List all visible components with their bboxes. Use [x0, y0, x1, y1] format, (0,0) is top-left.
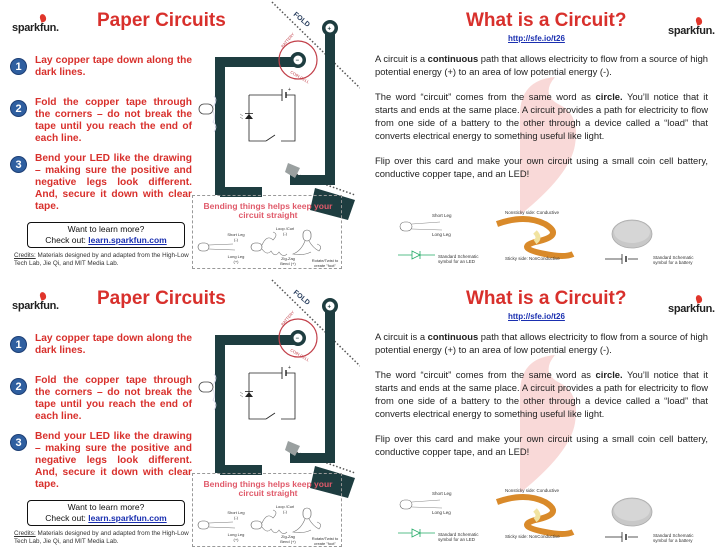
logo-text: sparkfun. [12, 22, 59, 34]
long-leg-label: Long Leg (+) [227, 532, 245, 542]
logo-text: sparkfun. [668, 303, 715, 315]
battery-schematic-caption: Standard Schematic symbol for a battery [653, 255, 694, 265]
step-3 [10, 153, 192, 213]
rotate-twist-label: Rotate/Twist to create "foot" [311, 258, 339, 268]
paragraph [375, 155, 708, 181]
coin-cell-label: COIN CELL [289, 69, 311, 85]
step-number-badge: 3 [10, 434, 27, 451]
circuit-explanation [375, 53, 708, 194]
plus-sign: + [327, 304, 332, 311]
sparkfun-logo [668, 25, 715, 37]
learn-sparkfun-link[interactable]: learn.sparkfun.com [88, 235, 167, 245]
step-text: Bend your LED like the drawing – making sure the positive and negative legs look different. And, secure it down with clear tape. [35, 153, 192, 212]
step-number-badge: 2 [10, 100, 27, 117]
explanation-panel [360, 0, 720, 278]
step-number-badge: 1 [10, 336, 27, 353]
bending-tips-box [192, 473, 342, 547]
battery-schematic-caption: Standard Schematic symbol for a battery [653, 533, 694, 543]
credits-text: Materials designed by and adapted from the High-Low Tech Lab, Jie Qi, and MIT Media Lab. [14, 530, 189, 545]
credits-label: Credits: [14, 530, 36, 537]
battery-label: BATTERY [279, 31, 296, 49]
text: You’ll notice that it starts and ends at the same place. A circuit provides a path for electricity to flow from one side of a battery to the other through a device called a “load” that converts electrical energy to something useful like light. [375, 369, 708, 419]
loop-curl-label: Loop /Curl (-) [275, 504, 295, 514]
svg-text:+: + [288, 87, 291, 93]
circuit-title: What is a Circuit? [466, 10, 627, 31]
sfe-link[interactable]: http://sfe.io/t26 [508, 34, 565, 43]
step-2 [10, 97, 192, 145]
text: The word “circuit” comes from the same word as [375, 369, 596, 381]
battery-label: BATTERY [279, 309, 296, 327]
sparkfun-logo [668, 303, 715, 315]
paper-circuit-card-bottom [0, 278, 720, 556]
learn-more-text: Want to learn more? [67, 224, 145, 234]
short-leg-label: Short Leg (-) [227, 510, 245, 520]
credits [14, 252, 189, 268]
step-1 [10, 333, 192, 357]
learn-more-line [28, 513, 184, 524]
led-schematic-caption: Standard Schematic symbol for an LED [438, 532, 479, 542]
bold-text: circle. [595, 369, 623, 381]
learn-more-box [27, 222, 185, 248]
long-leg-label: Long Leg (+) [227, 254, 245, 264]
credits-text: Materials designed by and adapted from the High-Low Tech Lab, Jie Qi, and MIT Media Lab. [14, 252, 189, 267]
short-leg-label: Short Leg [432, 213, 452, 218]
paragraph [375, 433, 708, 459]
bold-text: circle. [595, 91, 623, 103]
learn-sparkfun-link[interactable]: learn.sparkfun.com [88, 513, 167, 523]
paragraph [375, 369, 708, 420]
text: Flip over this card and make your own circuit using a small coin cell battery, conductive copper tape, and an LED! [375, 433, 708, 458]
minus-sign: − [295, 336, 300, 342]
text: path that allows electricity to flow from a source of high potential energy (+) to an area of low potential energy (-). [375, 53, 708, 77]
fold-label: FOLD [291, 289, 311, 307]
rotate-twist-label: Rotate/Twist to create "foot" [311, 536, 339, 546]
sparkfun-logo [12, 22, 59, 34]
check-out-label: Check out: [45, 513, 89, 523]
tape-nonconductive-label: Sticky side: NonConductive [505, 256, 560, 261]
zigzag-label: Zig-Zag Bend (+) [280, 534, 296, 544]
svg-text:+: + [288, 365, 291, 371]
step-text: Fold the copper tape through the corners – do not break the tape until you reach the end of each line. [35, 375, 192, 422]
step-number-badge: 3 [10, 156, 27, 173]
paragraph [375, 91, 708, 142]
step-text: Lay copper tape down along the dark lines. [35, 55, 192, 78]
minus-sign: − [295, 58, 300, 64]
page-title: Paper Circuits [97, 288, 226, 309]
instructions-panel [0, 0, 360, 278]
logo-text: sparkfun. [12, 300, 59, 312]
tape-conductive-label: Nonsticky side: Conductive [505, 210, 560, 215]
explanation-panel [360, 278, 720, 556]
coin-cell-label: COIN CELL [289, 347, 311, 363]
fold-label: FOLD [291, 11, 311, 29]
credits-label: Credits: [14, 252, 36, 259]
text: path that allows electricity to flow from a source of high potential energy (+) to an area of low potential energy (-). [375, 331, 708, 355]
bending-tips-box [192, 195, 342, 269]
tape-nonconductive-label: Sticky side: NonConductive [505, 534, 560, 539]
step-number-badge: 2 [10, 378, 27, 395]
zigzag-label: Zig-Zag Bend (+) [280, 256, 296, 266]
bold-text: continuous [427, 53, 479, 64]
text: A circuit is a [375, 53, 428, 64]
step-text: Bend your LED like the drawing – making sure the positive and negative legs look different. And, secure it down with clear tape. [35, 431, 192, 490]
bending-tips-title: Bending things helps keep your circuit straight [203, 201, 333, 220]
long-leg-label: Long Leg [432, 510, 451, 515]
text: The word “circuit” comes from the same word as [375, 91, 596, 103]
check-out-label: Check out: [45, 235, 89, 245]
learn-more-line [28, 235, 184, 246]
text: Flip over this card and make your own circuit using a small coin cell battery, conductive copper tape, and an LED! [375, 155, 708, 180]
logo-text: sparkfun. [668, 25, 715, 37]
step-1 [10, 55, 192, 79]
text: A circuit is a [375, 331, 428, 342]
led-schematic-caption: Standard Schematic symbol for an LED [438, 254, 479, 264]
tape-conductive-label: Nonsticky side: Conductive [505, 488, 560, 493]
instructions-panel [0, 278, 360, 556]
learn-more-box [27, 500, 185, 526]
bending-tips-title: Bending things helps keep your circuit straight [203, 479, 333, 498]
paragraph [375, 53, 708, 79]
long-leg-label: Long Leg [432, 232, 451, 237]
step-number-badge: 1 [10, 58, 27, 75]
sfe-link[interactable]: http://sfe.io/t26 [508, 312, 565, 321]
step-3 [10, 431, 192, 491]
plus-sign: + [327, 26, 332, 33]
page-title: Paper Circuits [97, 10, 226, 31]
bold-text: continuous [427, 331, 479, 342]
short-leg-label: Short Leg [432, 491, 452, 496]
credits [14, 530, 189, 546]
sparkfun-logo [12, 300, 59, 312]
text: You’ll notice that it starts and ends at the same place. A circuit provides a path for electricity to flow from one side of a battery to the other through a device called a “load” that converts electrical energy to something useful like light. [375, 91, 708, 141]
circuit-title: What is a Circuit? [466, 288, 627, 309]
step-text: Fold the copper tape through the corners – do not break the tape until you reach the end of each line. [35, 97, 192, 144]
step-text: Lay copper tape down along the dark lines. [35, 333, 192, 356]
step-2 [10, 375, 192, 423]
learn-more-text: Want to learn more? [67, 502, 145, 512]
loop-curl-label: Loop /Curl (-) [275, 226, 295, 236]
circuit-explanation [375, 331, 708, 472]
short-leg-label: Short Leg (-) [227, 232, 245, 242]
paragraph [375, 331, 708, 357]
